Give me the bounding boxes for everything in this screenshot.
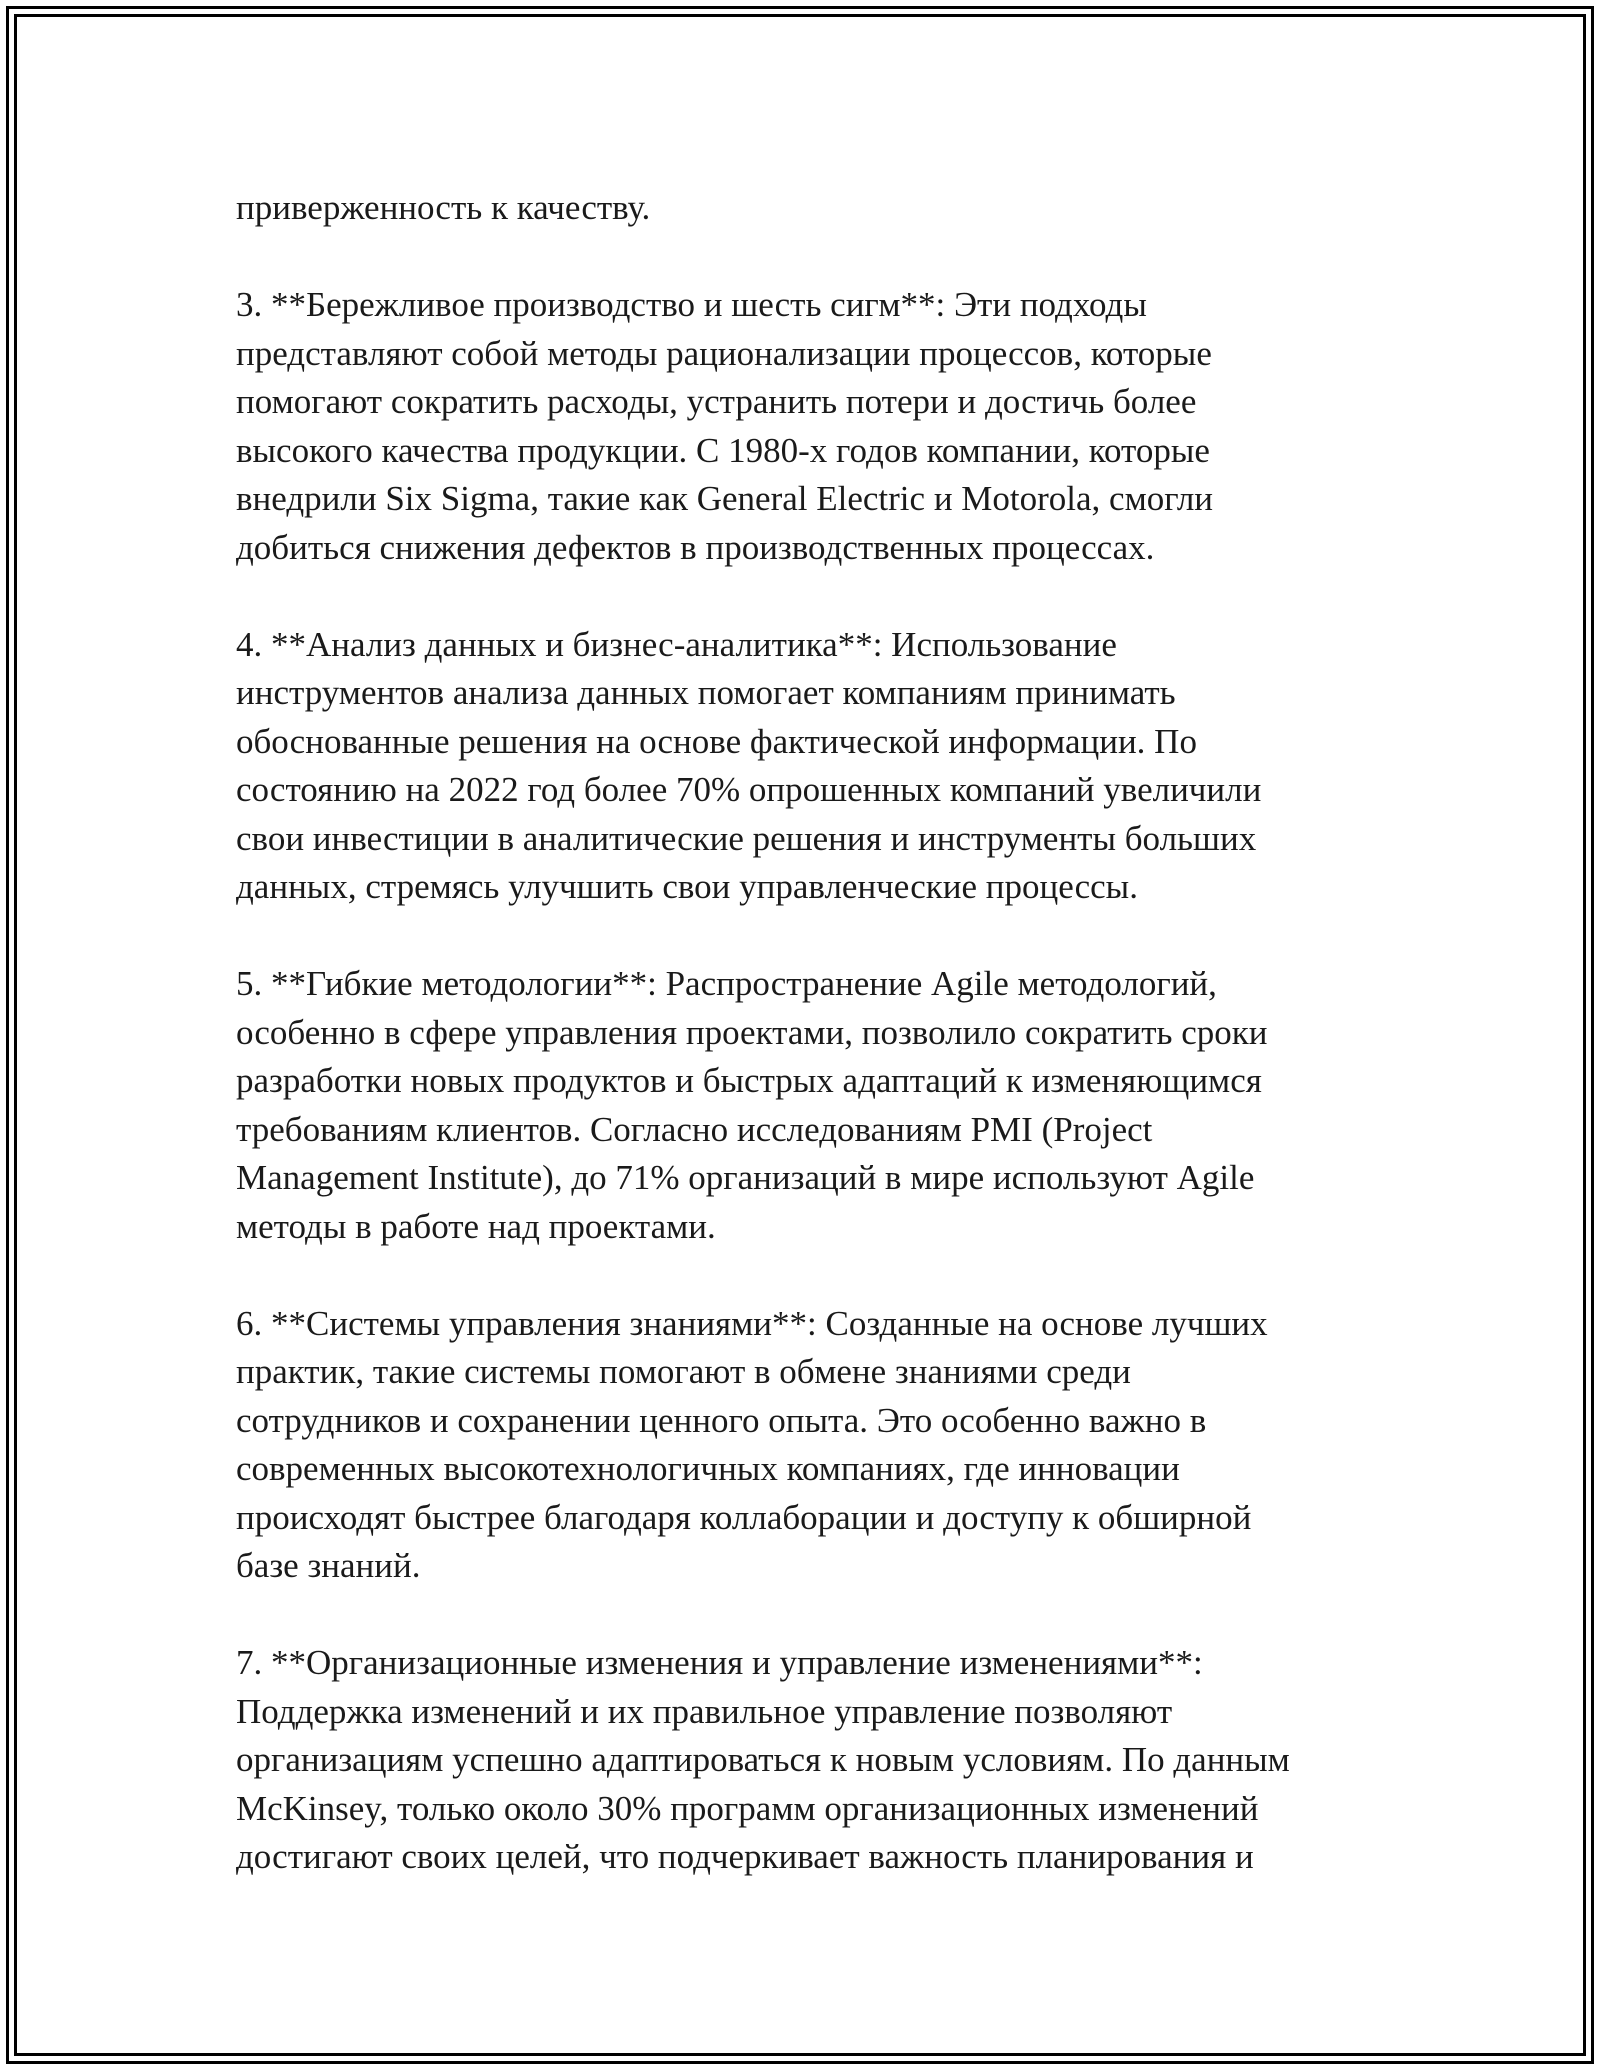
text-line: организациям успешно адаптироваться к новым условиям. По данным <box>236 1740 1290 1779</box>
text-line: особенно в сфере управления проектами, позволило сократить сроки <box>236 1012 1268 1052</box>
text-line: достигают своих целей, что подчеркивает важность планирования и <box>236 1837 1254 1876</box>
text-line: состоянию на 2022 год более 70% опрошенных компаний увеличили <box>236 770 1262 809</box>
document-body <box>236 184 1376 1882</box>
text-line: 3. **Бережливое производство и шесть сигм**: Эти подходы <box>236 285 1147 324</box>
text-line: разработки новых продуктов и быстрых адаптаций к изменяющимся <box>236 1061 1262 1100</box>
text-line: представляют собой методы рационализации процессов, которые <box>236 333 1212 373</box>
text-line: добиться снижения дефектов в производственных процессах. <box>236 527 1155 567</box>
text-line: данных, стремясь улучшить свои управленческие процессы. <box>236 867 1138 906</box>
text-line: высокого качества продукции. С 1980-х годов компании, которые <box>236 430 1210 470</box>
text-line: инструментов анализа данных помогает компаниям принимать <box>236 673 1176 712</box>
text-line: приверженность к качеству. <box>236 188 651 227</box>
text-line: свои инвестиции в аналитические решения и инструменты больших <box>236 818 1257 858</box>
text-line: Поддержка изменений и их правильное управление позволяют <box>236 1691 1173 1731</box>
text-line: практик, такие системы помогают в обмене знаниями среди <box>236 1352 1131 1391</box>
text-line: происходят быстрее благодаря коллаборации и доступу к обширной <box>236 1497 1252 1537</box>
text-line: 6. **Системы управления знаниями**: Созданные на основе лучших <box>236 1303 1268 1343</box>
text-line: McKinsey, только около 30% программ организационных изменений <box>236 1788 1259 1828</box>
text-line: 5. **Гибкие методологии**: Распространение Agile методологий, <box>236 964 1217 1003</box>
text-line: обоснованные решения на основе фактической информации. По <box>236 721 1197 761</box>
text-line: базе знаний. <box>236 1546 421 1585</box>
text-line: методы в работе над проектами. <box>236 1206 716 1246</box>
text-line: 4. **Анализ данных и бизнес-аналитика**: Использование <box>236 624 1117 664</box>
text-line: требованиям клиентов. Согласно исследованиям PMI (Project <box>236 1109 1153 1149</box>
text-line: современных высокотехнологичных компаниях, где инновации <box>236 1449 1180 1488</box>
text-line: помогают сократить расходы, устранить потери и достичь более <box>236 382 1197 421</box>
text-line: 7. **Организационные изменения и управление изменениями**: <box>236 1643 1203 1682</box>
text-line: сотрудников и сохранении ценного опыта. Это особенно важно в <box>236 1400 1207 1440</box>
text-line: Management Institute), до 71% организаций в мире используют Agile <box>236 1158 1255 1197</box>
text-line: внедрили Six Sigma, такие как General Electric и Motorola, смогли <box>236 479 1214 518</box>
